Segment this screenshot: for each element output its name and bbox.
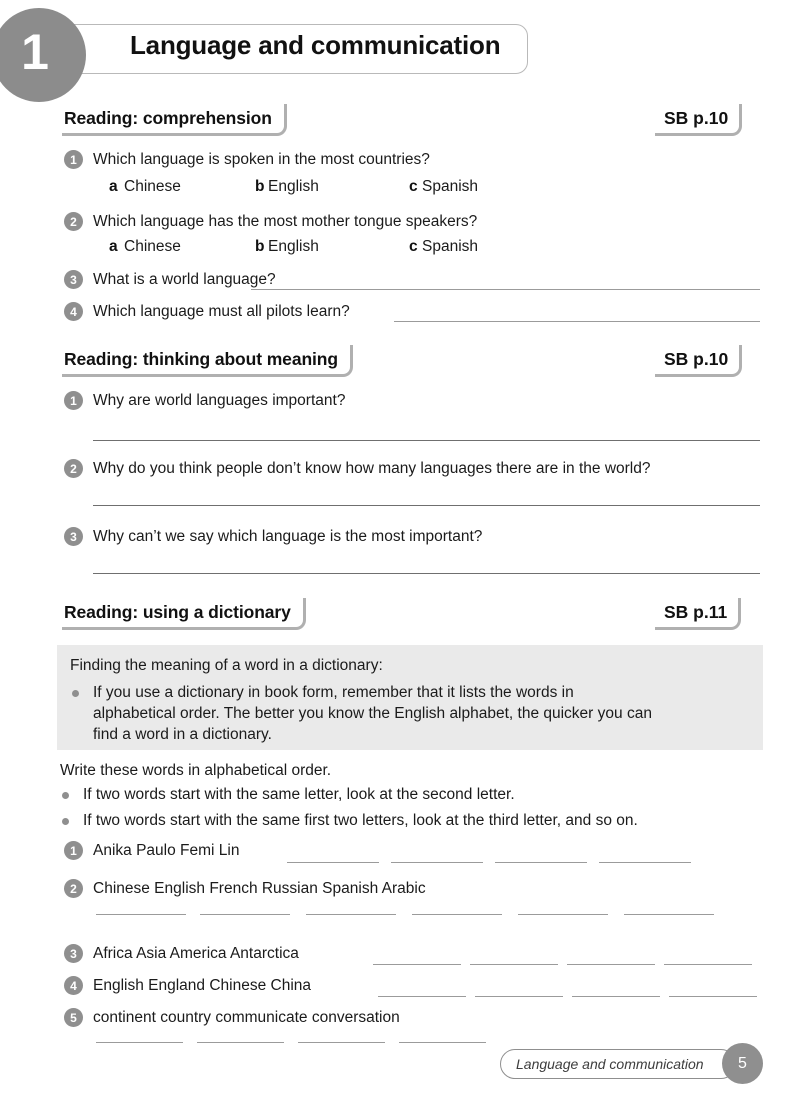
answer-blank[interactable] bbox=[391, 862, 483, 863]
question-text: Which language must all pilots learn? bbox=[93, 303, 350, 320]
option-letter-b[interactable]: b bbox=[255, 178, 265, 195]
answer-blank[interactable] bbox=[373, 964, 461, 965]
sb-reference-label: SB p.11 bbox=[664, 602, 728, 622]
footer-unit-label: Language and communication bbox=[516, 1056, 704, 1072]
question-text: Why are world languages important? bbox=[93, 392, 346, 409]
question-number: 3 bbox=[64, 270, 83, 289]
answer-blank[interactable] bbox=[572, 996, 660, 997]
option-letter-c[interactable]: c bbox=[409, 178, 418, 195]
sb-reference-badge-1 bbox=[655, 104, 742, 136]
option-word-a[interactable]: Chinese bbox=[124, 238, 181, 255]
answer-blank[interactable] bbox=[96, 1042, 183, 1043]
page-number-badge bbox=[722, 1043, 763, 1084]
unit-number-badge bbox=[0, 8, 86, 102]
answer-blank-line[interactable] bbox=[251, 289, 760, 290]
exercise-number: 1 bbox=[64, 841, 83, 860]
exercise-words: Chinese English French Russian Spanish Arabic bbox=[93, 880, 426, 897]
exercise-instruction: Write these words in alphabetical order. bbox=[60, 762, 332, 779]
option-letter-a[interactable]: a bbox=[109, 238, 118, 255]
question-text: Why do you think people don’t know how many languages there are in the world? bbox=[93, 460, 651, 477]
bullet-dot-icon bbox=[62, 818, 69, 825]
answer-blank-line[interactable] bbox=[93, 440, 760, 441]
sb-reference-badge-3 bbox=[655, 598, 741, 630]
question-number: 3 bbox=[64, 527, 83, 546]
exercise-words: Anika Paulo Femi Lin bbox=[93, 842, 240, 859]
option-letter-a[interactable]: a bbox=[109, 178, 118, 195]
bullet-dot-icon bbox=[62, 792, 69, 799]
tip-line: If two words start with the same first two letters, look at the third letter, and so on. bbox=[83, 812, 638, 829]
info-box-bullet-line: alphabetical order. The better you know the English alphabet, the quicker you can bbox=[93, 705, 652, 722]
info-box-bullet-line: If you use a dictionary in book form, remember that it lists the words in bbox=[93, 684, 574, 701]
answer-blank[interactable] bbox=[412, 914, 502, 915]
unit-header bbox=[0, 8, 800, 88]
answer-blank[interactable] bbox=[470, 964, 558, 965]
option-word-a[interactable]: Chinese bbox=[124, 178, 181, 195]
answer-blank[interactable] bbox=[197, 1042, 284, 1043]
info-box-intro: Finding the meaning of a word in a dictionary: bbox=[70, 657, 383, 674]
answer-blank[interactable] bbox=[200, 914, 290, 915]
question-number: 2 bbox=[64, 459, 83, 478]
answer-blank[interactable] bbox=[287, 862, 379, 863]
page-number: 5 bbox=[738, 1054, 747, 1072]
sb-reference-label: SB p.10 bbox=[664, 349, 729, 369]
section-header-thinking-about-meaning bbox=[62, 345, 402, 379]
sb-reference-badge-2 bbox=[655, 345, 742, 377]
answer-blank[interactable] bbox=[298, 1042, 385, 1043]
exercise-words: continent country communicate conversation bbox=[93, 1009, 400, 1026]
exercise-words: Africa Asia America Antarctica bbox=[93, 945, 299, 962]
option-letter-b[interactable]: b bbox=[255, 238, 265, 255]
answer-blank[interactable] bbox=[624, 914, 714, 915]
question-number: 2 bbox=[64, 212, 83, 231]
option-word-b[interactable]: English bbox=[268, 238, 319, 255]
question-text: Which language has the most mother tongue speakers? bbox=[93, 213, 478, 230]
sb-reference-label: SB p.10 bbox=[664, 108, 729, 128]
section-tab bbox=[62, 598, 306, 630]
question-number: 4 bbox=[64, 302, 83, 321]
tip-line: If two words start with the same letter, look at the second letter. bbox=[83, 786, 515, 803]
question-text: What is a world language? bbox=[93, 271, 276, 288]
exercise-number: 4 bbox=[64, 976, 83, 995]
section-heading-label: Reading: comprehension bbox=[64, 108, 272, 128]
info-box-bullet-line: find a word in a dictionary. bbox=[93, 726, 272, 743]
answer-blank[interactable] bbox=[475, 996, 563, 997]
answer-blank[interactable] bbox=[567, 964, 655, 965]
question-text: Why can’t we say which language is the most important? bbox=[93, 528, 483, 545]
section-heading-label: Reading: thinking about meaning bbox=[64, 349, 338, 369]
question-number: 1 bbox=[64, 150, 83, 169]
exercise-words: English England Chinese China bbox=[93, 977, 312, 994]
exercise-number: 2 bbox=[64, 879, 83, 898]
answer-blank[interactable] bbox=[664, 964, 752, 965]
question-number: 1 bbox=[64, 391, 83, 410]
unit-title: Language and communication bbox=[130, 30, 501, 60]
answer-blank[interactable] bbox=[378, 996, 466, 997]
option-letter-c[interactable]: c bbox=[409, 238, 418, 255]
section-tab bbox=[62, 345, 353, 377]
answer-blank[interactable] bbox=[96, 914, 186, 915]
unit-number: 1 bbox=[21, 24, 49, 80]
answer-blank-line[interactable] bbox=[93, 505, 760, 506]
answer-blank[interactable] bbox=[599, 862, 691, 863]
section-header-using-a-dictionary bbox=[62, 598, 352, 632]
bullet-dot-icon bbox=[72, 690, 79, 697]
answer-blank[interactable] bbox=[399, 1042, 486, 1043]
answer-blank-line[interactable] bbox=[394, 321, 760, 322]
section-tab bbox=[62, 104, 287, 136]
option-word-c[interactable]: Spanish bbox=[422, 238, 479, 255]
answer-blank[interactable] bbox=[669, 996, 757, 997]
exercise-number: 3 bbox=[64, 944, 83, 963]
answer-blank[interactable] bbox=[495, 862, 587, 863]
section-heading-label: Reading: using a dictionary bbox=[64, 602, 291, 622]
answer-blank-line[interactable] bbox=[93, 573, 760, 574]
option-word-c[interactable]: Spanish bbox=[422, 178, 479, 195]
answer-blank[interactable] bbox=[518, 914, 608, 915]
section-header-comprehension bbox=[62, 104, 332, 138]
answer-blank[interactable] bbox=[306, 914, 396, 915]
option-word-b[interactable]: English bbox=[268, 178, 319, 195]
question-text: Which language is spoken in the most countries? bbox=[93, 151, 430, 168]
exercise-number: 5 bbox=[64, 1008, 83, 1027]
